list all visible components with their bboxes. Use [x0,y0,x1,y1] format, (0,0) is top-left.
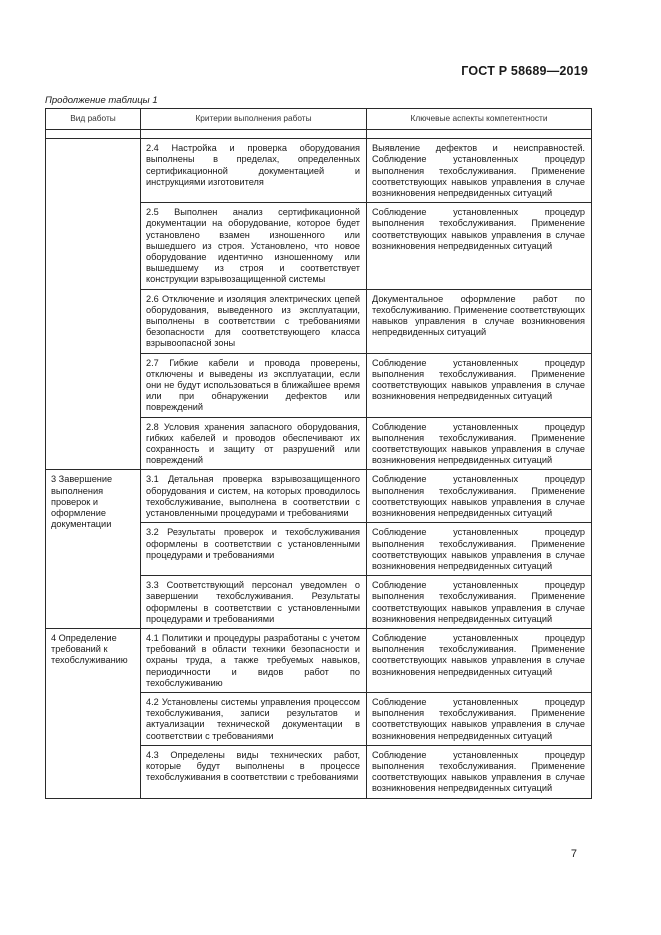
aspect-cell: Выявление дефектов и неисправностей. Соблюдение установленных процедур выполнения техобслуживания. Применение соответствующих навыков управления в случае возникновения непредвиденных ситуаций [367,139,592,203]
aspect-cell: Соблюдение установленных процедур выполнения техобслуживания. Применение соответствующих навыков управления в случае возникновения непредвиденных ситуаций [367,353,592,417]
column-header-criteria: Критерии выполнения работы [141,109,367,130]
criterion-cell: 4.3 Определены виды технических работ, которые будут выполнены в процессе техобслуживания в соответствии с требованиями [141,745,367,798]
work-type-cell: 3 Завершение выполнения проверок и оформление документации [46,470,141,628]
criterion-cell: 2.7 Гибкие кабели и провода проверены, отключены и выведены из эксплуатации, если они не будут использоваться в ближайшее время или при обнаружении дефектов или повреждений [141,353,367,417]
criterion-cell: 3.1 Детальная проверка взрывозащищенного оборудования и систем, на которых проводилось техобслуживание, выполнена в соответствии с установленными процедурами и требованиями [141,470,367,523]
aspect-cell: Соблюдение установленных процедур выполнения техобслуживания. Применение соответствующих навыков управления в случае возникновения непредвиденных ситуаций [367,692,592,745]
aspect-cell: Соблюдение установленных процедур выполнения техобслуживания. Применение соответствующих навыков управления в случае возникновения непредвиденных ситуаций [367,203,592,289]
column-header-aspects: Ключевые аспекты компетентности [367,109,592,130]
aspect-cell: Соблюдение установленных процедур выполнения техобслуживания. Применение соответствующих навыков управления в случае возникновения непредвиденных ситуаций [367,523,592,576]
aspect-cell: Соблюдение установленных процедур выполнения техобслуживания. Применение соответствующих навыков управления в случае возникновения непредвиденных ситуаций [367,628,592,692]
criterion-cell: 3.3 Соответствующий персонал уведомлен о завершении техобслуживания. Результаты оформлены в соответствии с установленными процедурами и требованиями [141,576,367,629]
table-row [46,628,592,692]
aspect-cell: Соблюдение установленных процедур выполнения техобслуживания. Применение соответствующих навыков управления в случае возникновения непредвиденных ситуаций [367,576,592,629]
work-type-cell: 4 Определение требований к техобслуживанию [46,628,141,798]
table-row [46,139,592,203]
table-caption: Продолжение таблицы 1 [45,95,158,106]
criterion-cell: 2.4 Настройка и проверка оборудования выполнены в пределах, определенных сертификационной документацией и инструкциями изготовителя [141,139,367,203]
table-header-row [46,109,592,130]
table-row [46,470,592,523]
criterion-cell: 2.8 Условия хранения запасного оборудования, гибких кабелей и проводов обеспечивают их сохранность и защиту от разрушений или повреждений [141,417,367,470]
criterion-cell: 2.6 Отключение и изоляция электрических цепей оборудования, выведенного из эксплуатации, выполнены в соответствии с требованиями безопасности для соответствующего класса взрывоопасной зоны [141,289,367,353]
standard-code: ГОСТ Р 58689—2019 [461,64,588,78]
aspect-cell: Соблюдение установленных процедур выполнения техобслуживания. Применение соответствующих навыков управления в случае возникновения непредвиденных ситуаций [367,470,592,523]
aspect-cell: Соблюдение установленных процедур выполнения техобслуживания. Применение соответствующих навыков управления в случае возникновения непредвиденных ситуаций [367,745,592,798]
criterion-cell: 4.1 Политики и процедуры разработаны с учетом требований в области техники безопасности и охраны труда, а также требуемых навыков, периодичности и видов работ по техобслуживанию [141,628,367,692]
aspect-cell: Соблюдение установленных процедур выполнения техобслуживания. Применение соответствующих навыков управления в случае возникновения непредвиденных ситуаций [367,417,592,470]
spacer-row [46,130,592,139]
criterion-cell: 4.2 Установлены системы управления процессом техобслуживания, записи результатов и актуализации технической документации в соответствии с требованиями [141,692,367,745]
page-number: 7 [570,848,577,860]
criterion-cell: 3.2 Результаты проверок и техобслуживания оформлены в соответствии с установленными процедурами и требованиями [141,523,367,576]
aspect-cell: Документальное оформление работ по техобслуживанию. Применение соответствующих навыков управления в случае возникновения непредвиденных ситуаций [367,289,592,353]
criterion-cell: 2.5 Выполнен анализ сертификационной документации на оборудование, которое будет установлено взамен изношенного или вышедшего из строя. Установлено, что новое оборудование идентично изношенному или вышедшему из строя и соответствует конструкции взрывозащищенной системы [141,203,367,289]
work-type-cell [46,139,141,470]
competence-table [45,108,592,799]
column-header-work: Вид работы [46,109,141,130]
